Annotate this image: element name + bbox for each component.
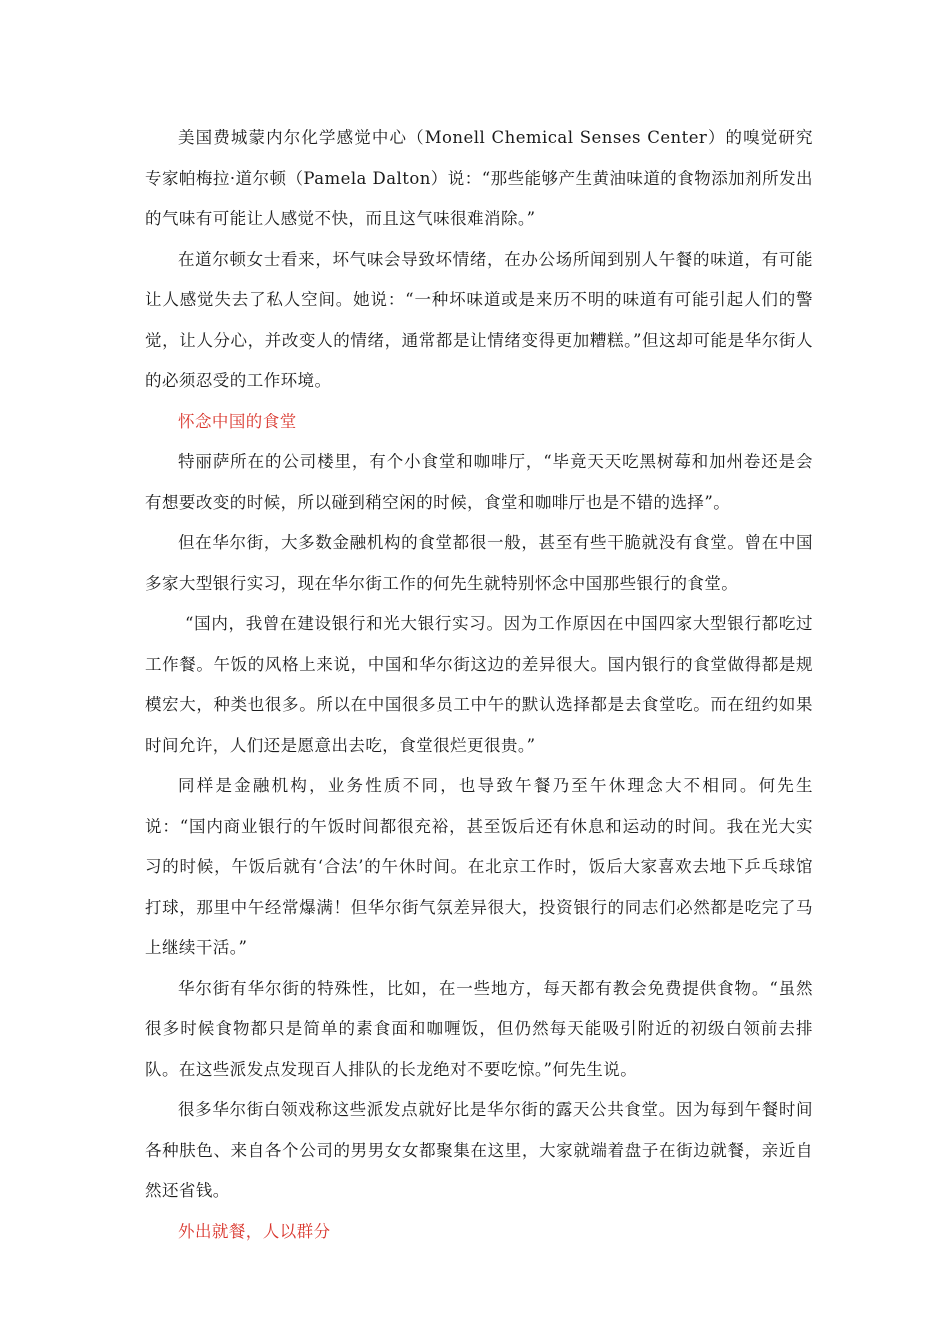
paragraph: 特丽萨所在的公司楼里，有个小食堂和咖啡厅，“毕竟天天吃黑树莓和加州卷还是会有想要改变的时候，所以碰到稍空闲的时候，食堂和咖啡厅也是不错的选择”。	[145, 452, 813, 512]
quote-paragraph: “国内，我曾在建设银行和光大银行实习。因为工作原因在中国四家大型银行都吃过工作餐。午饭的风格上来说，中国和华尔街这边的差异很大。国内银行的食堂做得都是规模宏大，种类也很多。所以在中国很多员工中午的默认选择都是去食堂吃。而在纽约如果时间允许，人们还是愿意出去吃，食堂很烂更很贵。”	[145, 614, 813, 755]
paragraph: 同样是金融机构，业务性质不同，也导致午餐乃至午休理念大不相同。何先生说：“国内商业银行的午饭时间都很充裕，甚至饭后还有休息和运动的时间。我在光大实习的时候，午饭后就有‘合法’的午休时间。在北京工作时，饭后大家喜欢去地下乒乓球馆打球，那里中午经常爆满！但华尔街气氛差异很大，投资银行的同志们必然都是吃完了马上继续干活。”	[145, 776, 813, 957]
paragraph: 华尔街有华尔街的特殊性，比如，在一些地方，每天都有教会免费提供食物。“虽然很多时候食物都只是简单的素食面和咖喱饭，但仍然每天能吸引附近的初级白领前去排队。在这些派发点发现百人排队的长龙绝对不要吃惊。”何先生说。	[145, 978, 813, 1079]
paragraph: 很多华尔街白领戏称这些派发点就好比是华尔街的露天公共食堂。因为每到午餐时间各种肤色、来自各个公司的男男女女都聚集在这里，大家就端着盘子在街边就餐，亲近自然还省钱。	[145, 1100, 813, 1200]
section-heading: 怀念中国的食堂	[178, 411, 297, 431]
section-heading: 外出就餐，人以群分	[178, 1221, 331, 1241]
paragraph: 在道尔顿女士看来，坏气味会导致坏情绪，在办公场所闻到别人午餐的味道，有可能让人感觉失去了私人空间。她说：“一种坏味道或是来历不明的味道有可能引起人们的警觉，让人分心，并改变人的情绪，通常都是让情绪变得更加糟糕。”但这却可能是华尔街人的必须忍受的工作环境。	[145, 249, 813, 390]
paragraph: 美国费城蒙内尔化学感觉中心（Monell Chemical Senses Center）的嗅觉研究专家帕梅拉·道尔顿（Pamela Dalton）说：“那些能够产生黄油味道的食物添加剂所发出的气味有可能让人感觉不快，而且这气味很难消除。”	[145, 128, 813, 228]
paragraph: 但在华尔街，大多数金融机构的食堂都很一般，甚至有些干脆就没有食堂。曾在中国多家大型银行实习，现在华尔街工作的何先生就特别怀念中国那些银行的食堂。	[145, 533, 813, 593]
article-body	[145, 118, 813, 1252]
